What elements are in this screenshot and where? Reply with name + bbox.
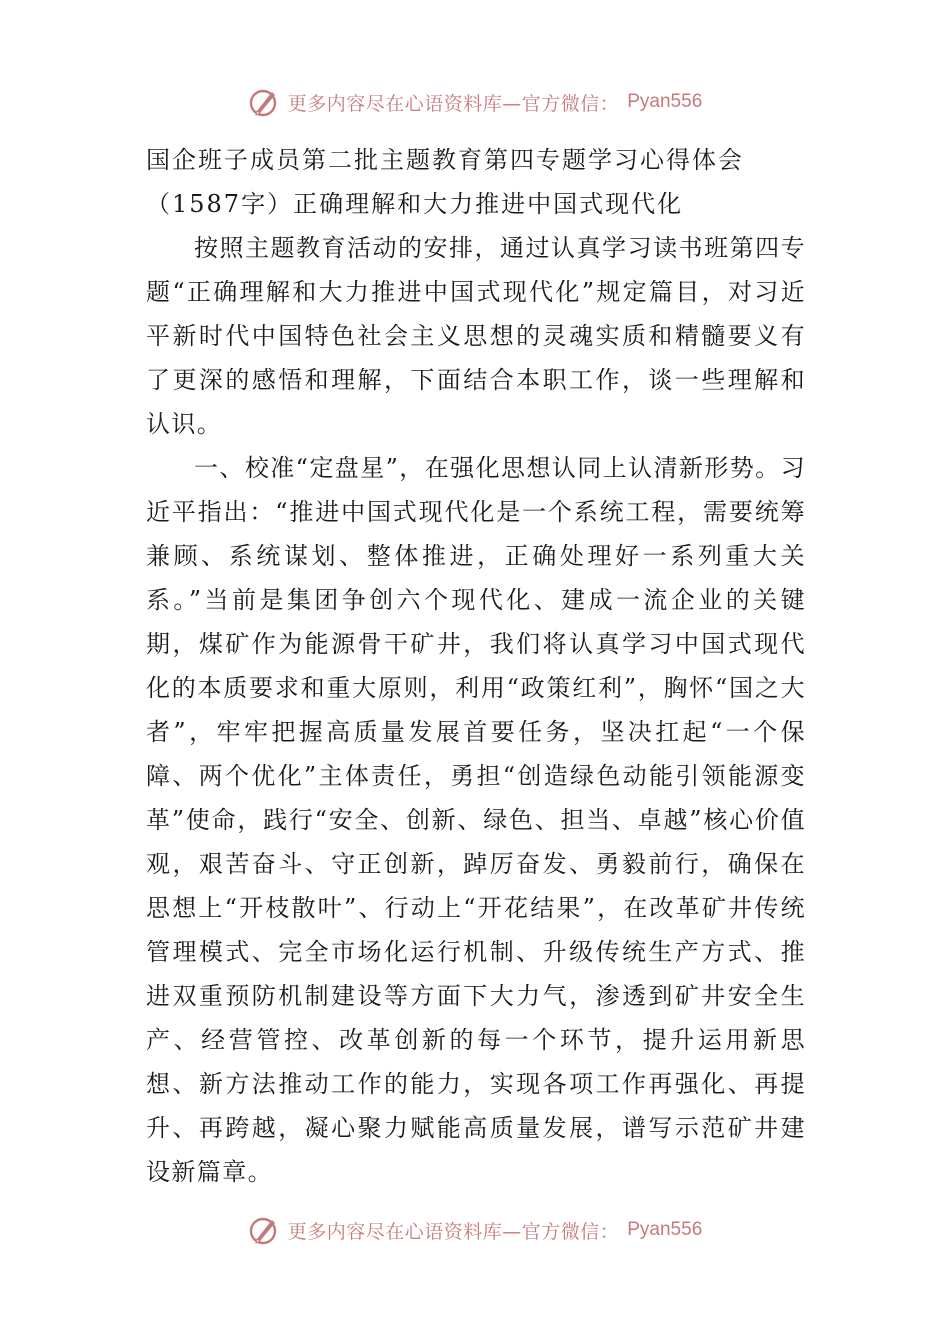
watermark-code: Pyan556 [627,91,703,112]
document-body [146,138,806,1194]
pen-circle-icon [248,1214,280,1246]
document-title-line-2: （1587字）正确理解和大力推进中国式现代化 [146,190,684,218]
watermark-code: Pyan556 [627,1219,703,1240]
watermark-text: 更多内容尽在心语资料库—官方微信： [287,1220,620,1243]
watermark-header [0,86,950,118]
paragraph-intro: 按照主题教育活动的安排，通过认真学习读书班第四专题“正确理解和大力推进中国式现代化”规定篇目，对习近平新时代中国特色社会主义思想的灵魂实质和精髓要义有了更深的感悟和理解，下面结合本职工作，谈一些理解和认识。 [146,234,806,438]
watermark-text: 更多内容尽在心语资料库—官方微信： [287,92,620,115]
pen-circle-icon [248,86,280,118]
document-title-line-1: 国企班子成员第二批主题教育第四专题学习心得体会 [146,146,744,174]
watermark-footer [0,1214,950,1246]
paragraph-section-1: 一、校准“定盘星”，在强化思想认同上认清新形势。习近平指出：“推进中国式现代化是一个系统工程，需要统筹兼顾、系统谋划、整体推进，正确处理好一系列重大关系。”当前是集团争创六个现代化、建成一流企业的关键期，煤矿作为能源骨干矿井，我们将认真学习中国式现代化的本质要求和重大原则，利用“政策红利”，胸怀“国之大者”，牢牢把握高质量发展首要任务，坚决扛起“一个保障、两个优化”主体责任，勇担“创造绿色动能引领能源变革”使命，践行“安全、创新、绿色、担当、卓越”核心价值观，艰苦奋斗、守正创新，踔厉奋发、勇毅前行，确保在思想上“开枝散叶”、行动上“开花结果”，在改革矿井传统管理模式、完全市场化运行机制、升级传统生产方式、推进双重预防机制建设等方面下大力气，渗透到矿井安全生产、经营管控、改革创新的每一个环节，提升运用新思想、新方法推动工作的能力，实现各项工作再强化、再提升、再跨越，凝心聚力赋能高质量发展，谱写示范矿井建设新篇章。 [146,454,806,1186]
